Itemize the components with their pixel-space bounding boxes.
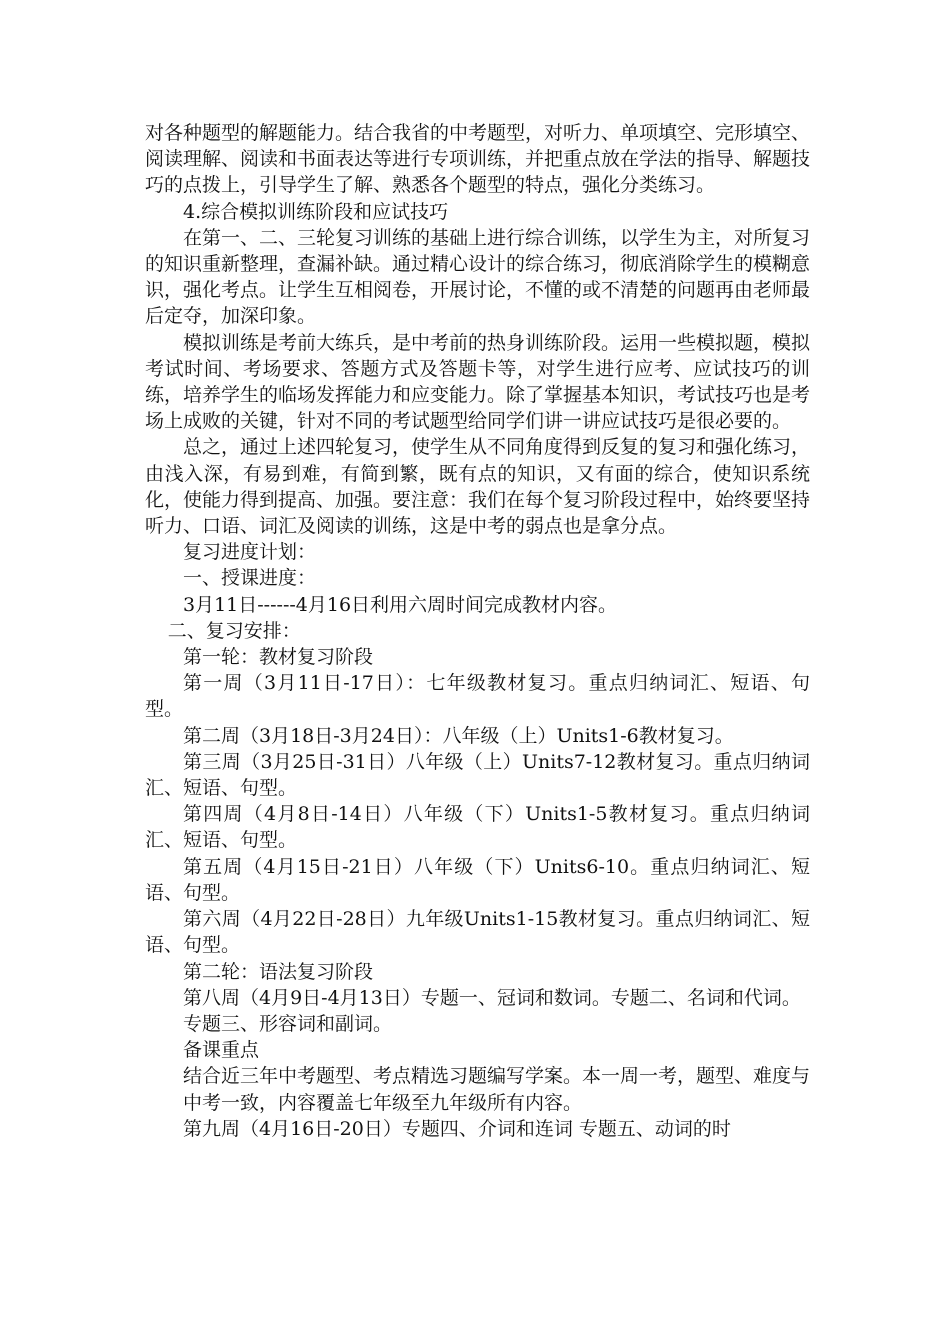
heading-round-two: 第二轮：语法复习阶段 — [183, 960, 374, 983]
schedule-week-8: 第八周（4月9日-4月13日）专题一、冠词和数词。专题二、名词和代词。 — [183, 986, 801, 1009]
schedule-week-6: 第六周（4月22日-28日）九年级Units1-15教材复习。重点归纳词汇、短语、句型。 — [145, 908, 810, 957]
schedule-week-4: 第四周（4月8日-14日）八年级（下）Units1-5教材复习。重点归纳词汇、短语、句型。 — [145, 803, 810, 852]
heading-round-one: 第一轮：教材复习阶段 — [183, 646, 374, 669]
heading-teaching-progress: 一、授课进度： — [183, 567, 317, 590]
document-page — [145, 120, 810, 1142]
paragraph-lesson-plan: 结合近三年中考题型、考点精选习题编写学案。本一周一考，题型、难度与 — [183, 1065, 811, 1088]
schedule-week-9: 第九周（4月16日-20日）专题四、介词和连词 专题五、动词的时 — [183, 1117, 731, 1140]
heading-review-plan: 复习进度计划： — [183, 541, 317, 564]
paragraph-mock-exam: 模拟训练是考前大练兵，是中考前的热身训练阶段。运用一些模拟题，模拟考试时间、考场要求、答题方式及答题卡等，对学生进行应考、应试技巧的训练，培养学生的临场发挥能力和应变能力。除了掌握基本知识，考试技巧也是考场上成败的关键，针对不同的考试题型给同学们讲一讲应试技巧是很必要的。 — [145, 331, 811, 433]
schedule-topic-3: 专题三、形容词和副词。 — [183, 1012, 393, 1035]
schedule-week-1: 第一周（3月11日-17日）：七年级教材复习。重点归纳词汇、短语、句型。 — [145, 672, 810, 721]
schedule-week-3: 第三周（3月25日-31日）八年级（上）Units7-12教材复习。重点归纳词汇、短语、句型。 — [145, 750, 810, 800]
paragraph-lesson-plan-cont: 中考一致，内容覆盖七年级至九年级所有内容。 — [183, 1091, 583, 1114]
paragraph-summary: 总之，通过上述四轮复习，使学生从不同角度得到反复的复习和强化练习，由浅入深，有易到难，有简到繁，既有点的知识，又有面的综合，使知识系统化，使能力得到提高、加强。要注意：我们在每个复习阶段过程中，始终要坚持听力、口语、词汇及阅读的训练，这是中考的弱点也是拿分点。 — [145, 436, 811, 538]
heading-lesson-focus: 备课重点 — [183, 1039, 260, 1062]
paragraph-question-type-training: 对各种题型的解题能力。结合我省的中考题型，对听力、单项填空、完形填空、阅读理解、阅读和书面表达等进行专项训练，并把重点放在学法的指导、解题技巧的点拨上，引导学生了解、熟悉各个题型的特点，强化分类练习。 — [145, 122, 811, 197]
schedule-week-2: 第二周（3月18日-3月24日）：八年级（上）Units1-6教材复习。 — [183, 724, 734, 747]
heading-review-arrangement: 二、复习安排： — [167, 619, 301, 642]
paragraph-comprehensive-training: 在第一、二、三轮复习训练的基础上进行综合训练，以学生为主，对所复习的知识重新整理，查漏补缺。通过精心设计的综合练习，彻底消除学生的模糊意识，强化考点。让学生互相阅卷，开展讨论，不懂的或不清楚的问题再由老师最后定夺，加深印象。 — [145, 226, 811, 328]
paragraph-teaching-dates: 3月11日------4月16日利用六周时间完成教材内容。 — [183, 593, 618, 616]
heading-simulation-stage: 4.综合模拟训练阶段和应试技巧 — [183, 200, 449, 223]
schedule-week-5: 第五周（4月15日-21日）八年级（下）Units6-10。重点归纳词汇、短语、句型。 — [145, 855, 810, 904]
